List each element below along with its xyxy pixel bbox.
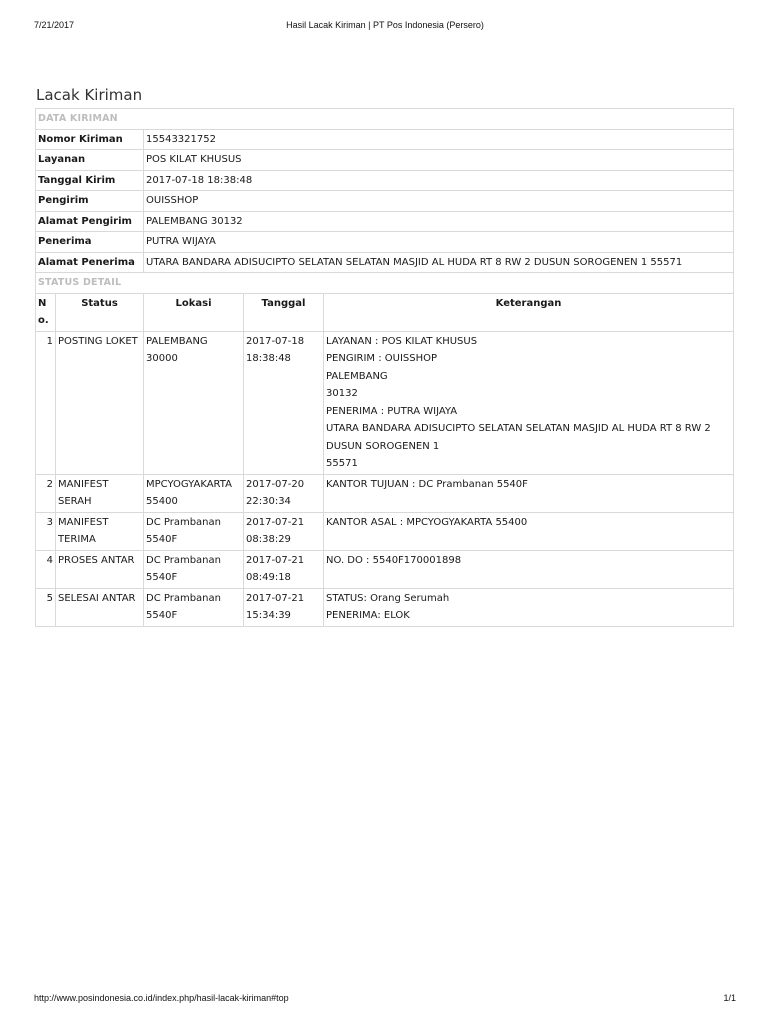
keterangan-line: LAYANAN : POS KILAT KHUSUS [326,335,478,347]
field-label: Layanan [36,150,144,171]
tanggal-line: 08:49:18 [246,572,291,583]
column-header-tanggal: Tanggal [244,293,324,331]
keterangan-line: PENERIMA: ELOK [326,610,410,621]
data-kiriman-row [36,150,734,171]
lokasi-line: DC Prambanan [146,516,221,528]
status-cell-status [56,512,144,550]
data-kiriman-row [36,191,734,212]
field-value: PUTRA WIJAYA [144,232,734,253]
field-value: 15543321752 [144,129,734,150]
lokasi-line: PALEMBANG 30000 [146,335,208,364]
lokasi-line: 5540F [146,534,178,545]
status-cell-lokasi [144,588,244,626]
status-cell-tanggal [244,331,324,474]
status-cell-keterangan [324,550,734,588]
data-kiriman-header [36,109,734,130]
status-column-headers [36,293,734,331]
print-footer [34,993,736,1007]
lokasi-line: DC Prambanan [146,592,221,604]
status-row [36,331,734,474]
tanggal-line: 2017-07-18 [246,335,305,347]
status-row [36,588,734,626]
status-cell-lokasi [144,331,244,474]
status-line: SELESAI ANTAR [58,592,136,604]
data-kiriman-row [36,211,734,232]
status-row [36,512,734,550]
lokasi-line: 5540F [146,610,178,621]
status-row [36,474,734,512]
status-cell-tanggal [244,474,324,512]
keterangan-line: DUSUN SOROGENEN 1 [326,440,440,452]
tanggal-line: 2017-07-20 [246,478,305,490]
keterangan-line: NO. DO : 5540F170001898 [326,554,462,566]
status-cell-status [56,550,144,588]
tanggal-line: 18:38:48 [246,353,291,364]
tanggal-line: 2017-07-21 [246,554,305,566]
status-cell-status [56,474,144,512]
tracking-table [35,108,734,627]
keterangan-line: PENERIMA : PUTRA WIJAYA [326,405,458,417]
data-kiriman-row [36,129,734,150]
field-value: 2017-07-18 18:38:48 [144,170,734,191]
keterangan-line: 55571 [326,458,358,469]
keterangan-line: KANTOR ASAL : MPCYOGYAKARTA 55400 [326,516,528,528]
status-line: PROSES ANTAR [58,554,135,566]
field-value: OUISSHOP [144,191,734,212]
status-row-number: 3 [36,512,56,550]
keterangan-line: STATUS: Orang Serumah [326,592,450,604]
tanggal-line: 2017-07-21 [246,592,305,604]
status-line: TERIMA [58,534,96,545]
status-detail-header [36,273,734,294]
status-row-number: 2 [36,474,56,512]
status-line: MANIFEST SERAH [58,478,109,507]
print-date: 7/21/2017 [34,20,75,30]
print-page-title: Hasil Lacak Kiriman | PT Pos Indonesia (Persero) [286,20,484,30]
field-value: UTARA BANDARA ADISUCIPTO SELATAN SELATAN MASJID AL HUDA RT 8 RW 2 DUSUN SOROGENEN 1 55571 [144,252,734,273]
keterangan-line: KANTOR TUJUAN : DC Prambanan 5540F [326,478,528,490]
data-kiriman-row [36,232,734,253]
status-row-number: 1 [36,331,56,474]
status-cell-status [56,331,144,474]
status-cell-keterangan [324,588,734,626]
status-cell-tanggal [244,512,324,550]
field-label: Tanggal Kirim [36,170,144,191]
status-cell-keterangan [324,512,734,550]
status-cell-keterangan [324,331,734,474]
tanggal-line: 22:30:34 [246,496,291,507]
lokasi-line: 55400 [146,496,178,507]
page-title: Lacak Kiriman [36,86,143,104]
print-url[interactable]: http://www.posindonesia.co.id/index.php/hasil-lacak-kiriman#top [34,993,289,1003]
data-kiriman-label: DATA KIRIMAN [36,109,734,130]
status-cell-tanggal [244,588,324,626]
status-line: MANIFEST [58,516,109,528]
field-label: Penerima [36,232,144,253]
field-label: Pengirim [36,191,144,212]
tanggal-line: 2017-07-21 [246,516,305,528]
keterangan-line: 30132 [326,388,358,399]
status-row-number: 5 [36,588,56,626]
lokasi-line: DC Prambanan [146,554,221,566]
column-header-no: No. [36,293,56,331]
status-cell-lokasi [144,474,244,512]
status-detail-label: STATUS DETAIL [36,273,734,294]
column-header-keterangan: Keterangan [324,293,734,331]
tanggal-line: 08:38:29 [246,534,291,545]
lokasi-line: 5540F [146,572,178,583]
status-cell-tanggal [244,550,324,588]
print-header [34,20,736,34]
status-cell-lokasi [144,550,244,588]
field-value: POS KILAT KHUSUS [144,150,734,171]
status-line: POSTING LOKET [58,335,138,347]
field-value: PALEMBANG 30132 [144,211,734,232]
data-kiriman-row [36,252,734,273]
status-cell-status [56,588,144,626]
print-page-number: 1/1 [723,993,736,1003]
field-label: Alamat Penerima [36,252,144,273]
data-kiriman-row [36,170,734,191]
status-cell-lokasi [144,512,244,550]
status-row [36,550,734,588]
keterangan-line: UTARA BANDARA ADISUCIPTO SELATAN SELATAN MASJID AL HUDA RT 8 RW 2 [326,423,711,434]
field-label: Nomor Kiriman [36,129,144,150]
column-header-status: Status [56,293,144,331]
column-header-lokasi: Lokasi [144,293,244,331]
status-cell-keterangan [324,474,734,512]
tanggal-line: 15:34:39 [246,610,291,621]
status-row-number: 4 [36,550,56,588]
keterangan-line: PENGIRIM : OUISSHOP [326,353,438,364]
field-label: Alamat Pengirim [36,211,144,232]
lokasi-line: MPCYOGYAKARTA [146,478,232,490]
keterangan-line: PALEMBANG [326,370,388,382]
